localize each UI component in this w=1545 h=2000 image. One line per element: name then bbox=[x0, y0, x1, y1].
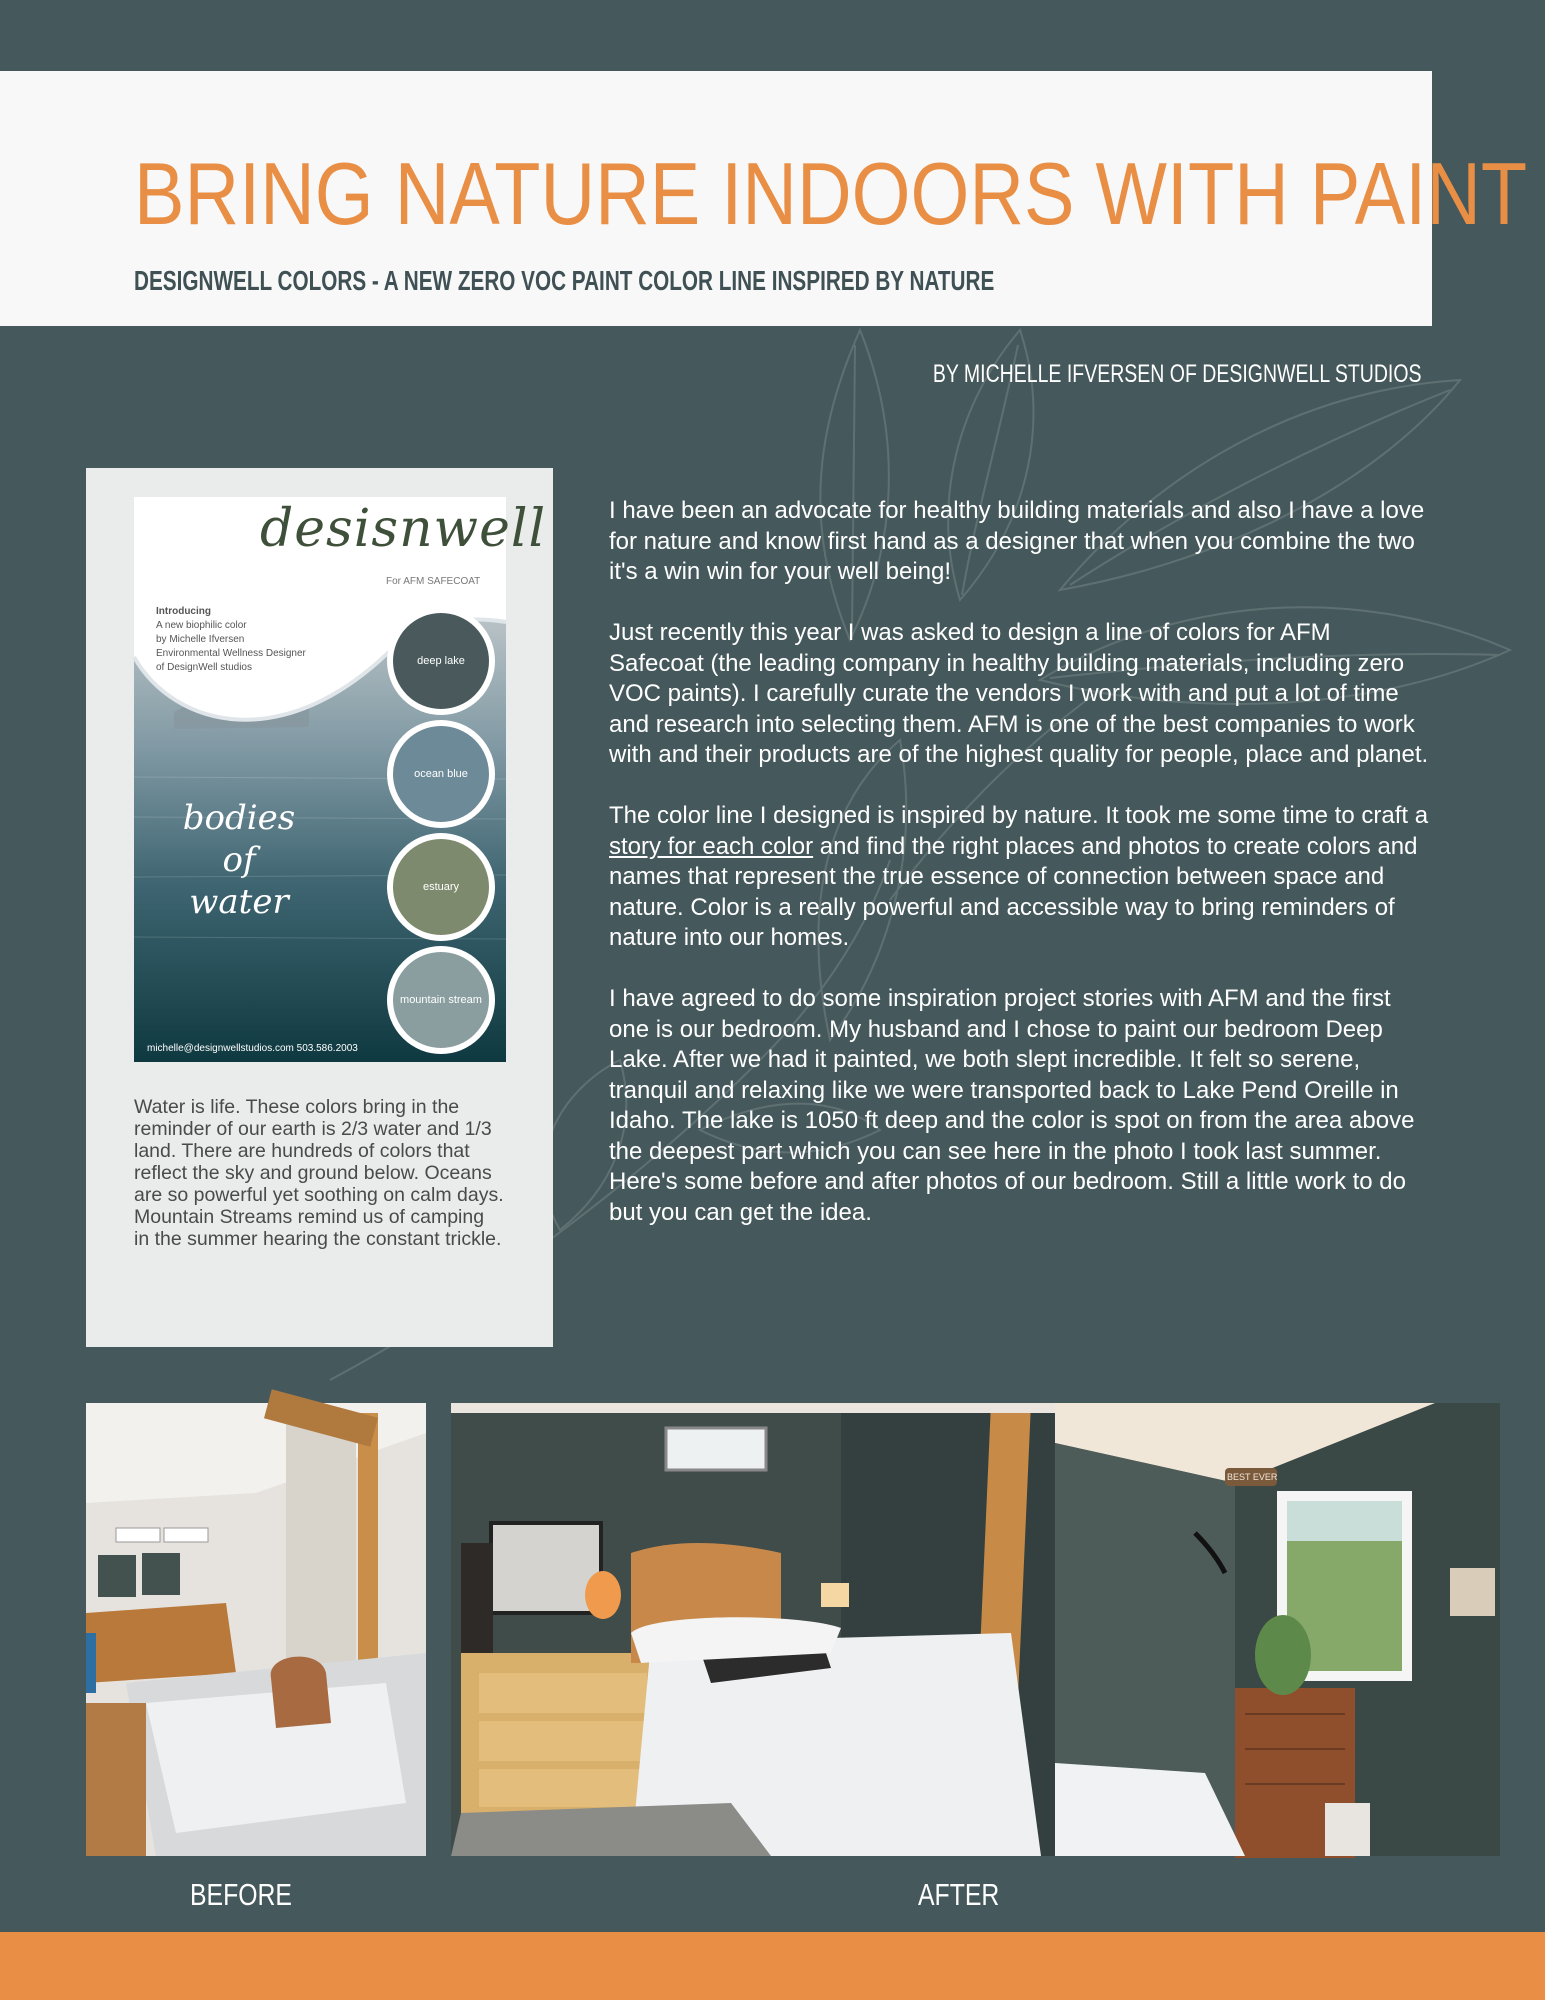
after-caption: AFTER bbox=[918, 1877, 1000, 1912]
article-paragraph: I have agreed to do some inspiration project stories with AFM and the first one is our bedroom. My husband and I chose to paint our bedroom Deep Lake. After we had it painted, we both slept incredible. It felt so serene, tranquil and relaxing like we were transported back to Lake Pend Oreille in Idaho. The lake is 1050 ft deep and the color is spot on from the area above the deepest part which you can see here in the photo I took last summer. Here's some before and after photos of our bedroom. Still a little work to do but you can get the idea. bbox=[609, 985, 1415, 1226]
page-title: BRING NATURE INDOORS WITH PAINT bbox=[134, 144, 1528, 243]
swatch-ocean-blue bbox=[387, 720, 495, 828]
after-photo-2 bbox=[1055, 1403, 1500, 1856]
poster-contact: michelle@designwellstudios.com 503.586.2003 bbox=[147, 1043, 358, 1054]
swatch-label: deep lake bbox=[417, 655, 465, 667]
poster-intro-line: of DesignWell studios bbox=[156, 662, 252, 673]
byline: BY MICHELLE IFVERSEN OF DESIGNWELL STUDIOS bbox=[933, 360, 1422, 388]
article-paragraph: I have been an advocate for healthy building materials and also I have a love for nature and know first hand as a designer that when you combine the two it's a win win for your well being! bbox=[609, 497, 1425, 585]
poster-intro-title: Introducing bbox=[156, 606, 211, 617]
swatch-label: estuary bbox=[422, 881, 460, 893]
swatch-label: mountain stream bbox=[400, 994, 482, 1006]
article-body bbox=[609, 496, 1429, 1259]
before-caption: BEFORE bbox=[190, 1877, 292, 1912]
color-poster bbox=[134, 497, 547, 1062]
swatch-mountain-stream bbox=[387, 946, 495, 1054]
before-photo bbox=[86, 1403, 426, 1856]
article-paragraph: Just recently this year I was asked to design a line of colors for AFM Safecoat (the leading company in healthy building materials, including zero VOC paints). I carefully curate the vendors I work with and put a lot of time and research into selecting them. AFM is one of the best companies to work with and their products are of the highest quality for people, place and planet. bbox=[609, 619, 1429, 768]
poster-intro-line: Environmental Wellness Designer bbox=[156, 648, 306, 659]
poster-script-title: bodies of water bbox=[182, 798, 296, 922]
swatch-estuary bbox=[387, 833, 495, 941]
poster-brand-sub: For AFM SAFECOAT bbox=[386, 576, 481, 587]
after-photo-sign: BEST EVER bbox=[1227, 1472, 1278, 1482]
poster-intro-line: by Michelle Ifversen bbox=[156, 634, 245, 645]
story-link[interactable]: story for each color bbox=[609, 832, 814, 860]
poster-brand: desisnwell bbox=[260, 499, 547, 559]
after-photo-1 bbox=[451, 1403, 1055, 1856]
article-paragraph: The color line I designed is inspired by nature. It took me some time to craft a story for each color and find the right places and photos to create colors and names that represent the true essence of connection between space and nature. Color is a really powerful and accessible way to bring reminders of nature into our homes. bbox=[609, 802, 1429, 951]
page-subtitle: DESIGNWELL COLORS - A NEW ZERO VOC PAINT COLOR LINE INSPIRED BY NATURE bbox=[134, 265, 995, 296]
sidebar-caption: Water is life. These colors bring in the reminder of our earth is 2/3 water and 1/3 land. There are hundreds of colors that reflect the sky and ground below. Oceans are so powerful yet soothing on calm days. Mountain Streams remind us of camping in the summer hearing the constant trickle. bbox=[134, 1096, 504, 1250]
swatch-deep-lake bbox=[387, 607, 495, 715]
swatch-label: ocean blue bbox=[414, 768, 468, 780]
poster-intro bbox=[156, 605, 306, 675]
poster-intro-line: A new biophilic color bbox=[156, 620, 247, 631]
footer-accent-bar bbox=[0, 1932, 1545, 2000]
